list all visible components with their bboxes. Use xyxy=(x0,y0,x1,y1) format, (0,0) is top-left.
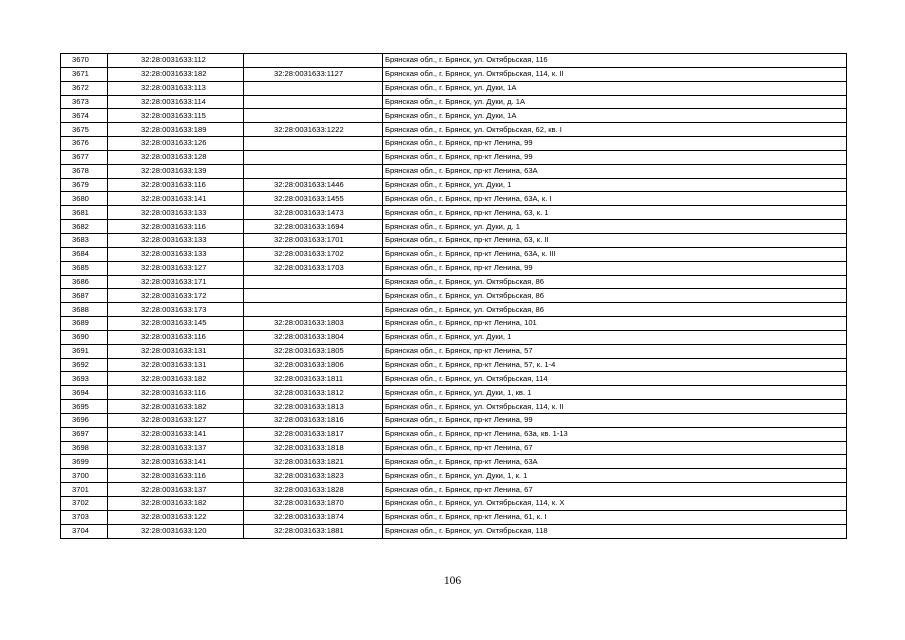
table-row xyxy=(61,497,847,511)
table-row xyxy=(61,67,847,81)
address-cell: Брянская обл., г. Брянск, ул. Октябрьская, 86 xyxy=(383,275,847,289)
cadastral-number-cell: 32:28:0031633:133 xyxy=(108,206,244,220)
table-row xyxy=(61,330,847,344)
cadastral-number-cell: 32:28:0031633:145 xyxy=(108,317,244,331)
cadastral-number-cell: 32:28:0031633:116 xyxy=(108,220,244,234)
address-cell: Брянская обл., г. Брянск, пр-кт Ленина, 63А xyxy=(383,164,847,178)
cadastral-number-cell: 32:28:0031633:133 xyxy=(108,233,244,247)
address-cell: Брянская обл., г. Брянск, ул. Октябрьская, 114 xyxy=(383,372,847,386)
linked-cadastral-number-cell: 32:28:0031633:1816 xyxy=(244,413,383,427)
row-number-cell: 3679 xyxy=(61,178,108,192)
table-row xyxy=(61,441,847,455)
table-row xyxy=(61,317,847,331)
address-cell: Брянская обл., г. Брянск, ул. Дуки, д. 1А xyxy=(383,95,847,109)
page-number: 106 xyxy=(443,575,462,587)
cadastral-number-cell: 32:28:0031633:122 xyxy=(108,510,244,524)
address-cell: Брянская обл., г. Брянск, ул. Дуки, 1А xyxy=(383,81,847,95)
address-cell: Брянская обл., г. Брянск, пр-кт Ленина, 63, к. II xyxy=(383,233,847,247)
table-row xyxy=(61,455,847,469)
row-number-cell: 3681 xyxy=(61,206,108,220)
linked-cadastral-number-cell: 32:28:0031633:1874 xyxy=(244,510,383,524)
cadastral-number-cell: 32:28:0031633:172 xyxy=(108,289,244,303)
linked-cadastral-number-cell xyxy=(244,303,383,317)
cadastral-number-cell: 32:28:0031633:116 xyxy=(108,178,244,192)
table-row xyxy=(61,247,847,261)
table-row xyxy=(61,427,847,441)
cadastral-number-cell: 32:28:0031633:113 xyxy=(108,81,244,95)
linked-cadastral-number-cell xyxy=(244,164,383,178)
row-number-cell: 3682 xyxy=(61,220,108,234)
cadastral-number-cell: 32:28:0031633:112 xyxy=(108,54,244,68)
linked-cadastral-number-cell: 32:28:0031633:1804 xyxy=(244,330,383,344)
cadastral-number-cell: 32:28:0031633:137 xyxy=(108,441,244,455)
row-number-cell: 3672 xyxy=(61,81,108,95)
cadastral-number-cell: 32:28:0031633:171 xyxy=(108,275,244,289)
cadastral-number-cell: 32:28:0031633:141 xyxy=(108,455,244,469)
cadastral-number-cell: 32:28:0031633:173 xyxy=(108,303,244,317)
linked-cadastral-number-cell: 32:28:0031633:1803 xyxy=(244,317,383,331)
address-cell: Брянская обл., г. Брянск, пр-кт Ленина, 99 xyxy=(383,413,847,427)
address-cell: Брянская обл., г. Брянск, пр-кт Ленина, 63, к. 1 xyxy=(383,206,847,220)
cadastral-number-cell: 32:28:0031633:131 xyxy=(108,358,244,372)
row-number-cell: 3680 xyxy=(61,192,108,206)
linked-cadastral-number-cell xyxy=(244,81,383,95)
address-cell: Брянская обл., г. Брянск, ул. Октябрьская, 114, к. II xyxy=(383,67,847,81)
row-number-cell: 3691 xyxy=(61,344,108,358)
row-number-cell: 3701 xyxy=(61,483,108,497)
row-number-cell: 3689 xyxy=(61,317,108,331)
table-row xyxy=(61,261,847,275)
table-row xyxy=(61,413,847,427)
table-row xyxy=(61,303,847,317)
address-cell: Брянская обл., г. Брянск, ул. Октябрьская, 114, к. X xyxy=(383,497,847,511)
linked-cadastral-number-cell: 32:28:0031633:1812 xyxy=(244,386,383,400)
cadastral-number-cell: 32:28:0031633:182 xyxy=(108,497,244,511)
address-cell: Брянская обл., г. Брянск, пр-кт Ленина, 61, к. I xyxy=(383,510,847,524)
linked-cadastral-number-cell: 32:28:0031633:1222 xyxy=(244,123,383,137)
linked-cadastral-number-cell xyxy=(244,137,383,151)
address-cell: Брянская обл., г. Брянск, ул. Октябрьская, 86 xyxy=(383,303,847,317)
row-number-cell: 3686 xyxy=(61,275,108,289)
cadastral-number-cell: 32:28:0031633:116 xyxy=(108,386,244,400)
row-number-cell: 3678 xyxy=(61,164,108,178)
address-cell: Брянская обл., г. Брянск, ул. Октябрьская, 62, кв. I xyxy=(383,123,847,137)
linked-cadastral-number-cell xyxy=(244,289,383,303)
address-cell: Брянская обл., г. Брянск, ул. Дуки, 1, кв. 1 xyxy=(383,386,847,400)
table-row xyxy=(61,123,847,137)
row-number-cell: 3683 xyxy=(61,233,108,247)
table-row xyxy=(61,289,847,303)
row-number-cell: 3694 xyxy=(61,386,108,400)
row-number-cell: 3687 xyxy=(61,289,108,303)
address-cell: Брянская обл., г. Брянск, пр-кт Ленина, 99 xyxy=(383,150,847,164)
row-number-cell: 3670 xyxy=(61,54,108,68)
address-cell: Брянская обл., г. Брянск, пр-кт Ленина, 57 xyxy=(383,344,847,358)
cadastral-number-cell: 32:28:0031633:131 xyxy=(108,344,244,358)
address-cell: Брянская обл., г. Брянск, пр-кт Ленина, 101 xyxy=(383,317,847,331)
linked-cadastral-number-cell: 32:28:0031633:1701 xyxy=(244,233,383,247)
address-cell: Брянская обл., г. Брянск, ул. Дуки, 1 xyxy=(383,330,847,344)
linked-cadastral-number-cell: 32:28:0031633:1823 xyxy=(244,469,383,483)
table-row xyxy=(61,400,847,414)
address-cell: Брянская обл., г. Брянск, пр-кт Ленина, 67 xyxy=(383,441,847,455)
table-row xyxy=(61,469,847,483)
address-cell: Брянская обл., г. Брянск, ул. Октябрьская, 114, к. II xyxy=(383,400,847,414)
cadastral-number-cell: 32:28:0031633:116 xyxy=(108,469,244,483)
table-row xyxy=(61,150,847,164)
linked-cadastral-number-cell: 32:28:0031633:1811 xyxy=(244,372,383,386)
cadastral-number-cell: 32:28:0031633:114 xyxy=(108,95,244,109)
linked-cadastral-number-cell: 32:28:0031633:1806 xyxy=(244,358,383,372)
linked-cadastral-number-cell: 32:28:0031633:1455 xyxy=(244,192,383,206)
table-row xyxy=(61,54,847,68)
row-number-cell: 3704 xyxy=(61,524,108,538)
address-cell: Брянская обл., г. Брянск, пр-кт Ленина, 99 xyxy=(383,137,847,151)
address-cell: Брянская обл., г. Брянск, ул. Дуки, д. 1 xyxy=(383,220,847,234)
linked-cadastral-number-cell: 32:28:0031633:1805 xyxy=(244,344,383,358)
table-row xyxy=(61,164,847,178)
table-row xyxy=(61,233,847,247)
cadastral-number-cell: 32:28:0031633:116 xyxy=(108,330,244,344)
address-cell: Брянская обл., г. Брянск, ул. Дуки, 1А xyxy=(383,109,847,123)
address-cell: Брянская обл., г. Брянск, ул. Октябрьская, 86 xyxy=(383,289,847,303)
table-row xyxy=(61,344,847,358)
table-row xyxy=(61,178,847,192)
cadastral-number-cell: 32:28:0031633:120 xyxy=(108,524,244,538)
linked-cadastral-number-cell: 32:28:0031633:1821 xyxy=(244,455,383,469)
table-body xyxy=(61,54,847,539)
linked-cadastral-number-cell: 32:28:0031633:1818 xyxy=(244,441,383,455)
cadastral-number-cell: 32:28:0031633:141 xyxy=(108,192,244,206)
table-row xyxy=(61,358,847,372)
cadastral-number-cell: 32:28:0031633:133 xyxy=(108,247,244,261)
table-row xyxy=(61,81,847,95)
row-number-cell: 3671 xyxy=(61,67,108,81)
linked-cadastral-number-cell xyxy=(244,109,383,123)
row-number-cell: 3696 xyxy=(61,413,108,427)
row-number-cell: 3673 xyxy=(61,95,108,109)
row-number-cell: 3688 xyxy=(61,303,108,317)
cadastral-number-cell: 32:28:0031633:141 xyxy=(108,427,244,441)
linked-cadastral-number-cell: 32:28:0031633:1446 xyxy=(244,178,383,192)
row-number-cell: 3675 xyxy=(61,123,108,137)
row-number-cell: 3685 xyxy=(61,261,108,275)
linked-cadastral-number-cell: 32:28:0031633:1702 xyxy=(244,247,383,261)
cadastral-number-cell: 32:28:0031633:115 xyxy=(108,109,244,123)
linked-cadastral-number-cell: 32:28:0031633:1828 xyxy=(244,483,383,497)
linked-cadastral-number-cell xyxy=(244,150,383,164)
cadastral-number-cell: 32:28:0031633:182 xyxy=(108,400,244,414)
cadastral-number-cell: 32:28:0031633:127 xyxy=(108,413,244,427)
linked-cadastral-number-cell: 32:28:0031633:1813 xyxy=(244,400,383,414)
cadastral-number-cell: 32:28:0031633:182 xyxy=(108,372,244,386)
table-row xyxy=(61,510,847,524)
row-number-cell: 3690 xyxy=(61,330,108,344)
row-number-cell: 3703 xyxy=(61,510,108,524)
cadastral-number-cell: 32:28:0031633:139 xyxy=(108,164,244,178)
row-number-cell: 3695 xyxy=(61,400,108,414)
table-row xyxy=(61,483,847,497)
address-cell: Брянская обл., г. Брянск, пр-кт Ленина, 63А, к. I xyxy=(383,192,847,206)
address-cell: Брянская обл., г. Брянск, пр-кт Ленина, 99 xyxy=(383,261,847,275)
table-row xyxy=(61,192,847,206)
row-number-cell: 3700 xyxy=(61,469,108,483)
address-cell: Брянская обл., г. Брянск, пр-кт Ленина, 63а, кв. 1-13 xyxy=(383,427,847,441)
row-number-cell: 3684 xyxy=(61,247,108,261)
table-row xyxy=(61,524,847,538)
linked-cadastral-number-cell: 32:28:0031633:1694 xyxy=(244,220,383,234)
linked-cadastral-number-cell xyxy=(244,54,383,68)
address-cell: Брянская обл., г. Брянск, пр-кт Ленина, 67 xyxy=(383,483,847,497)
row-number-cell: 3674 xyxy=(61,109,108,123)
cadastral-number-cell: 32:28:0031633:189 xyxy=(108,123,244,137)
row-number-cell: 3692 xyxy=(61,358,108,372)
address-cell: Брянская обл., г. Брянск, пр-кт Ленина, 63А xyxy=(383,455,847,469)
row-number-cell: 3693 xyxy=(61,372,108,386)
address-cell: Брянская обл., г. Брянск, ул. Дуки, 1 xyxy=(383,178,847,192)
address-cell: Брянская обл., г. Брянск, пр-кт Ленина, 57, к. 1-4 xyxy=(383,358,847,372)
table-row xyxy=(61,372,847,386)
table-row xyxy=(61,95,847,109)
linked-cadastral-number-cell: 32:28:0031633:1881 xyxy=(244,524,383,538)
linked-cadastral-number-cell: 32:28:0031633:1703 xyxy=(244,261,383,275)
linked-cadastral-number-cell: 32:28:0031633:1817 xyxy=(244,427,383,441)
row-number-cell: 3677 xyxy=(61,150,108,164)
cadastral-number-cell: 32:28:0031633:182 xyxy=(108,67,244,81)
table-row xyxy=(61,109,847,123)
cadastral-number-cell: 32:28:0031633:128 xyxy=(108,150,244,164)
address-cell: Брянская обл., г. Брянск, ул. Дуки, 1, к. 1 xyxy=(383,469,847,483)
cadastral-number-cell: 32:28:0031633:127 xyxy=(108,261,244,275)
row-number-cell: 3698 xyxy=(61,441,108,455)
table-row xyxy=(61,137,847,151)
cadastral-number-cell: 32:28:0031633:126 xyxy=(108,137,244,151)
address-cell: Брянская обл., г. Брянск, пр-кт Ленина, 63А, к. III xyxy=(383,247,847,261)
table-row xyxy=(61,220,847,234)
address-cell: Брянская обл., г. Брянск, ул. Октябрьская, 116 xyxy=(383,54,847,68)
row-number-cell: 3699 xyxy=(61,455,108,469)
row-number-cell: 3697 xyxy=(61,427,108,441)
linked-cadastral-number-cell: 32:28:0031633:1473 xyxy=(244,206,383,220)
table-row xyxy=(61,386,847,400)
table-row xyxy=(61,206,847,220)
linked-cadastral-number-cell: 32:28:0031633:1870 xyxy=(244,497,383,511)
row-number-cell: 3702 xyxy=(61,497,108,511)
cadastral-table xyxy=(60,53,847,539)
linked-cadastral-number-cell: 32:28:0031633:1127 xyxy=(244,67,383,81)
linked-cadastral-number-cell xyxy=(244,95,383,109)
table-row xyxy=(61,275,847,289)
linked-cadastral-number-cell xyxy=(244,275,383,289)
address-cell: Брянская обл., г. Брянск, ул. Октябрьская, 118 xyxy=(383,524,847,538)
cadastral-number-cell: 32:28:0031633:137 xyxy=(108,483,244,497)
row-number-cell: 3676 xyxy=(61,137,108,151)
